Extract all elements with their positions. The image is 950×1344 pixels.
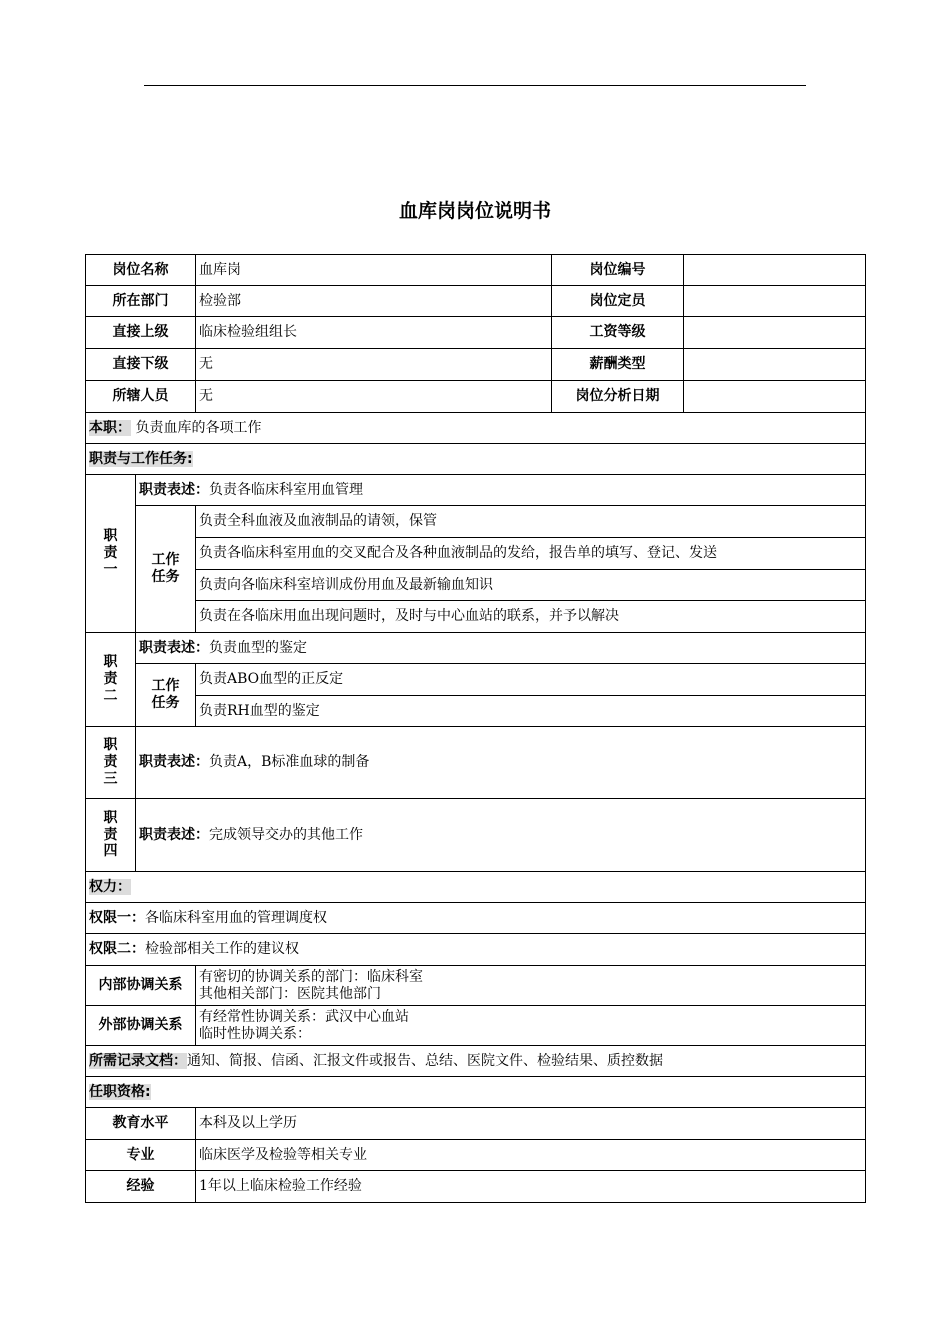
main-duty-cell (86, 413, 866, 444)
duty-desc: 负责A，B标准血球的制备 (209, 754, 370, 771)
task-row (86, 570, 866, 601)
task-row (86, 601, 866, 633)
basic-value-2 (684, 381, 866, 413)
basic-value: 无 (196, 349, 552, 381)
qual-row (86, 1171, 866, 1203)
main-duty-text: 负责血库的各项工作 (135, 419, 262, 436)
power-header-cell (86, 872, 866, 903)
power-label: 权限二： (89, 941, 145, 958)
basic-value: 临床检验组组长 (196, 317, 552, 349)
duty-desc-label: 职责表述： (139, 826, 209, 843)
qual-row (86, 1108, 866, 1140)
qual-label: 专业 (86, 1140, 196, 1171)
basic-label-2: 岗位编号 (552, 255, 684, 286)
duties-header-row (86, 444, 866, 475)
task-item: 负责各临床科室用血的交叉配合及各种血液制品的发给，报告单的填写、登记、发送 (196, 538, 866, 570)
basic-value-2 (684, 286, 866, 317)
relation-line: 有经常性协调关系：武汉中心血站 (199, 1008, 409, 1025)
qual-label: 经验 (86, 1171, 196, 1203)
duty-name: 职 责 二 (86, 633, 136, 727)
duty-desc-row (86, 633, 866, 664)
basic-label: 直接上级 (86, 317, 196, 349)
power-cell (86, 903, 866, 934)
duty-desc: 完成领导交办的其他工作 (209, 826, 363, 843)
task-row (86, 696, 866, 727)
basic-label-2: 岗位分析日期 (552, 381, 684, 413)
basic-row (86, 255, 866, 286)
relation-line: 有密切的协调关系的部门：临床科室 (199, 968, 423, 985)
duty-desc-label: 职责表述： (139, 754, 209, 771)
duties-header-cell (86, 444, 866, 475)
basic-value: 血库岗 (196, 255, 552, 286)
qual-header-row (86, 1077, 866, 1108)
basic-row (86, 381, 866, 413)
duty-desc-row (86, 475, 866, 506)
duty-desc-label: 职责表述： (139, 639, 209, 656)
basic-label-2: 岗位定员 (552, 286, 684, 317)
records-cell (86, 1046, 866, 1077)
basic-value: 无 (196, 381, 552, 413)
relation-row (86, 966, 866, 1006)
basic-value-2 (684, 349, 866, 381)
basic-value: 检验部 (196, 286, 552, 317)
qual-value: 1年以上临床检验工作经验 (196, 1171, 866, 1203)
duty-name: 职 责 一 (86, 475, 136, 633)
power-row (86, 903, 866, 934)
basic-label-2: 薪酬类型 (552, 349, 684, 381)
duty-desc-row (86, 727, 866, 799)
document-title: 血库岗岗位说明书 (398, 200, 551, 222)
power-row (86, 934, 866, 966)
header-rule (144, 85, 806, 86)
relation-line: 临时性协调关系： (199, 1025, 311, 1042)
qual-header: 任职资格: (89, 1083, 151, 1100)
duties-header: 职责与工作任务: (89, 450, 193, 467)
relation-cell (196, 966, 866, 1006)
records-label: 所需记录文档： (89, 1052, 187, 1069)
task-label: 工作 任务 (136, 664, 196, 727)
duty-desc-label: 职责表述： (139, 481, 209, 498)
qual-value: 临床医学及检验等相关专业 (196, 1140, 866, 1171)
basic-value-2 (684, 255, 866, 286)
qual-value: 本科及以上学历 (196, 1108, 866, 1140)
duty-desc: 负责各临床科室用血管理 (209, 481, 363, 498)
qual-header-cell (86, 1077, 866, 1108)
duty-name: 职 责 三 (86, 727, 136, 799)
basic-row (86, 317, 866, 349)
duty-desc-cell (136, 633, 866, 664)
relation-label: 外部协调关系 (86, 1006, 196, 1046)
duty-desc-cell (136, 799, 866, 872)
duty-desc-cell (136, 727, 866, 799)
job-description-form (85, 254, 866, 1203)
task-row (86, 664, 866, 696)
basic-label: 所辖人员 (86, 381, 196, 413)
relation-cell (196, 1006, 866, 1046)
task-item: 负责在各临床用血出现问题时，及时与中心血站的联系，并予以解决 (196, 601, 866, 633)
relation-row (86, 1006, 866, 1046)
basic-label: 直接下级 (86, 349, 196, 381)
task-item: 负责向各临床科室培训成份用血及最新输血知识 (196, 570, 866, 601)
task-item: 负责RH血型的鉴定 (196, 696, 866, 727)
basic-value-2 (684, 317, 866, 349)
records-row (86, 1046, 866, 1077)
task-item: 负责ABO血型的正反定 (196, 664, 866, 696)
main-duty-row (86, 413, 866, 444)
task-item: 负责全科血液及血液制品的请领，保管 (196, 506, 866, 538)
duty-desc: 负责血型的鉴定 (209, 639, 307, 656)
qual-label: 教育水平 (86, 1108, 196, 1140)
task-label: 工作 任务 (136, 506, 196, 633)
power-header: 权力： (89, 878, 131, 895)
task-row (86, 506, 866, 538)
basic-label-2: 工资等级 (552, 317, 684, 349)
basic-label: 岗位名称 (86, 255, 196, 286)
basic-row (86, 286, 866, 317)
relation-label: 内部协调关系 (86, 966, 196, 1006)
duty-desc-cell (136, 475, 866, 506)
power-text: 检验部相关工作的建议权 (145, 941, 299, 958)
basic-label: 所在部门 (86, 286, 196, 317)
duty-desc-row (86, 799, 866, 872)
qual-row (86, 1140, 866, 1171)
power-header-row (86, 872, 866, 903)
task-row (86, 538, 866, 570)
basic-row (86, 349, 866, 381)
power-cell (86, 934, 866, 966)
power-text: 各临床科室用血的管理调度权 (145, 909, 327, 926)
duty-name: 职 责 四 (86, 799, 136, 872)
relation-line: 其他相关部门：医院其他部门 (199, 985, 381, 1002)
main-duty-label: 本职： (89, 419, 131, 436)
power-label: 权限一： (89, 909, 145, 926)
records-text: 通知、简报、信函、汇报文件或报告、总结、医院文件、检验结果、质控数据 (187, 1052, 663, 1069)
